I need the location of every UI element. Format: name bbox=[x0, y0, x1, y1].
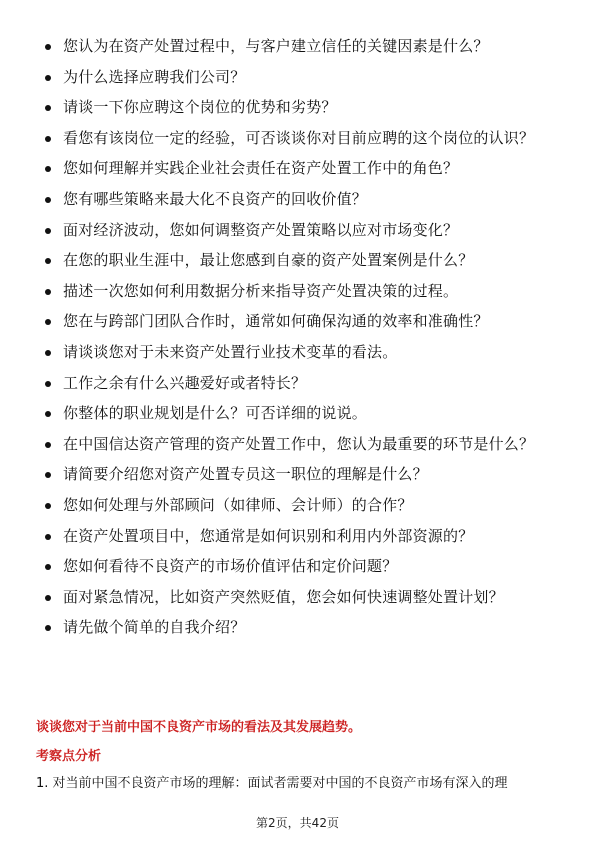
bullet-icon bbox=[45, 411, 51, 417]
bullet-icon bbox=[45, 350, 51, 356]
list-item bbox=[45, 281, 565, 302]
list-item bbox=[45, 587, 565, 608]
list-item bbox=[45, 36, 565, 57]
bullet-icon bbox=[45, 319, 51, 325]
list-item bbox=[45, 128, 565, 149]
question-text: 工作之余有什么兴趣爱好或者特长？ bbox=[63, 373, 307, 392]
question-text: 为什么选择应聘我们公司？ bbox=[63, 67, 246, 86]
bullet-icon bbox=[45, 289, 51, 295]
question-text: 您如何处理与外部顾问（如律师、会计师）的合作？ bbox=[63, 495, 413, 514]
list-item bbox=[45, 250, 565, 271]
question-text: 您如何理解并实践企业社会责任在资产处置工作中的角色？ bbox=[63, 159, 459, 178]
question-text: 请先做个简单的自我介绍？ bbox=[63, 618, 246, 637]
list-item bbox=[45, 220, 565, 241]
list-item bbox=[45, 342, 565, 363]
question-list bbox=[45, 36, 565, 648]
bullet-icon bbox=[45, 503, 51, 509]
list-item bbox=[45, 67, 565, 88]
list-item bbox=[45, 311, 565, 332]
question-text: 您如何看待不良资产的市场价值评估和定价问题？ bbox=[63, 557, 398, 576]
bullet-icon bbox=[45, 472, 51, 478]
page-footer: 第2页，共42页 bbox=[256, 816, 339, 830]
question-text: 在中国信达资产管理的资产处置工作中，您认为最重要的环节是什么？ bbox=[63, 434, 535, 453]
list-item bbox=[45, 373, 565, 394]
bullet-icon bbox=[45, 381, 51, 387]
list-item bbox=[45, 495, 565, 516]
question-text: 面对紧急情况，比如资产突然贬值，您会如何快速调整处置计划？ bbox=[63, 587, 504, 606]
bullet-icon bbox=[45, 44, 51, 50]
question-text: 在您的职业生涯中，最让您感到自豪的资产处置案例是什么？ bbox=[63, 251, 474, 270]
bullet-icon bbox=[45, 136, 51, 142]
bullet-icon bbox=[45, 75, 51, 81]
list-item bbox=[45, 464, 565, 485]
analysis-paragraph: 1. 对当前中国不良资产市场的理解：面试者需要对中国的不良资产市场有深入的理 bbox=[36, 776, 508, 791]
list-item bbox=[45, 434, 565, 455]
bullet-icon bbox=[45, 564, 51, 570]
question-text: 请简要介绍您对资产处置专员这一职位的理解是什么？ bbox=[63, 465, 428, 484]
list-item bbox=[45, 97, 565, 118]
question-text: 您有哪些策略来最大化不良资产的回收价值？ bbox=[63, 189, 368, 208]
bullet-icon bbox=[45, 166, 51, 172]
question-text: 您认为在资产处置过程中，与客户建立信任的关键因素是什么？ bbox=[63, 37, 489, 55]
question-text: 你整体的职业规划是什么？可否详细的说说。 bbox=[63, 404, 368, 423]
bullet-icon bbox=[45, 197, 51, 203]
question-text: 您在与跨部门团队合作时，通常如何确保沟通的效率和准确性？ bbox=[63, 312, 489, 331]
question-text: 在资产处置项目中，您通常是如何识别和利用内外部资源的？ bbox=[63, 526, 474, 545]
bullet-icon bbox=[45, 625, 51, 631]
question-text: 面对经济波动，您如何调整资产处置策略以应对市场变化？ bbox=[63, 220, 459, 239]
question-text: 请谈一下你应聘这个岗位的优势和劣势？ bbox=[63, 98, 337, 117]
list-item bbox=[45, 526, 565, 547]
list-item bbox=[45, 403, 565, 424]
bullet-icon bbox=[45, 258, 51, 264]
list-item bbox=[45, 158, 565, 179]
question-text: 请谈谈您对于未来资产处置行业技术变革的看法。 bbox=[63, 342, 398, 361]
bullet-icon bbox=[45, 228, 51, 234]
list-item bbox=[45, 556, 565, 577]
list-item bbox=[45, 189, 565, 210]
section-title: 考察点分析 bbox=[36, 749, 102, 764]
question-text: 看您有该岗位一定的经验，可否谈谈你对目前应聘的这个岗位的认识？ bbox=[63, 128, 535, 147]
bullet-icon bbox=[45, 534, 51, 540]
highlight-question: 谈谈您对于当前中国不良资产市场的看法及其发展趋势。 bbox=[36, 720, 362, 735]
bullet-icon bbox=[45, 595, 51, 601]
question-text: 描述一次您如何利用数据分析来指导资产处置决策的过程。 bbox=[63, 281, 459, 300]
bullet-icon bbox=[45, 442, 51, 448]
list-item bbox=[45, 617, 565, 638]
bullet-icon bbox=[45, 105, 51, 111]
